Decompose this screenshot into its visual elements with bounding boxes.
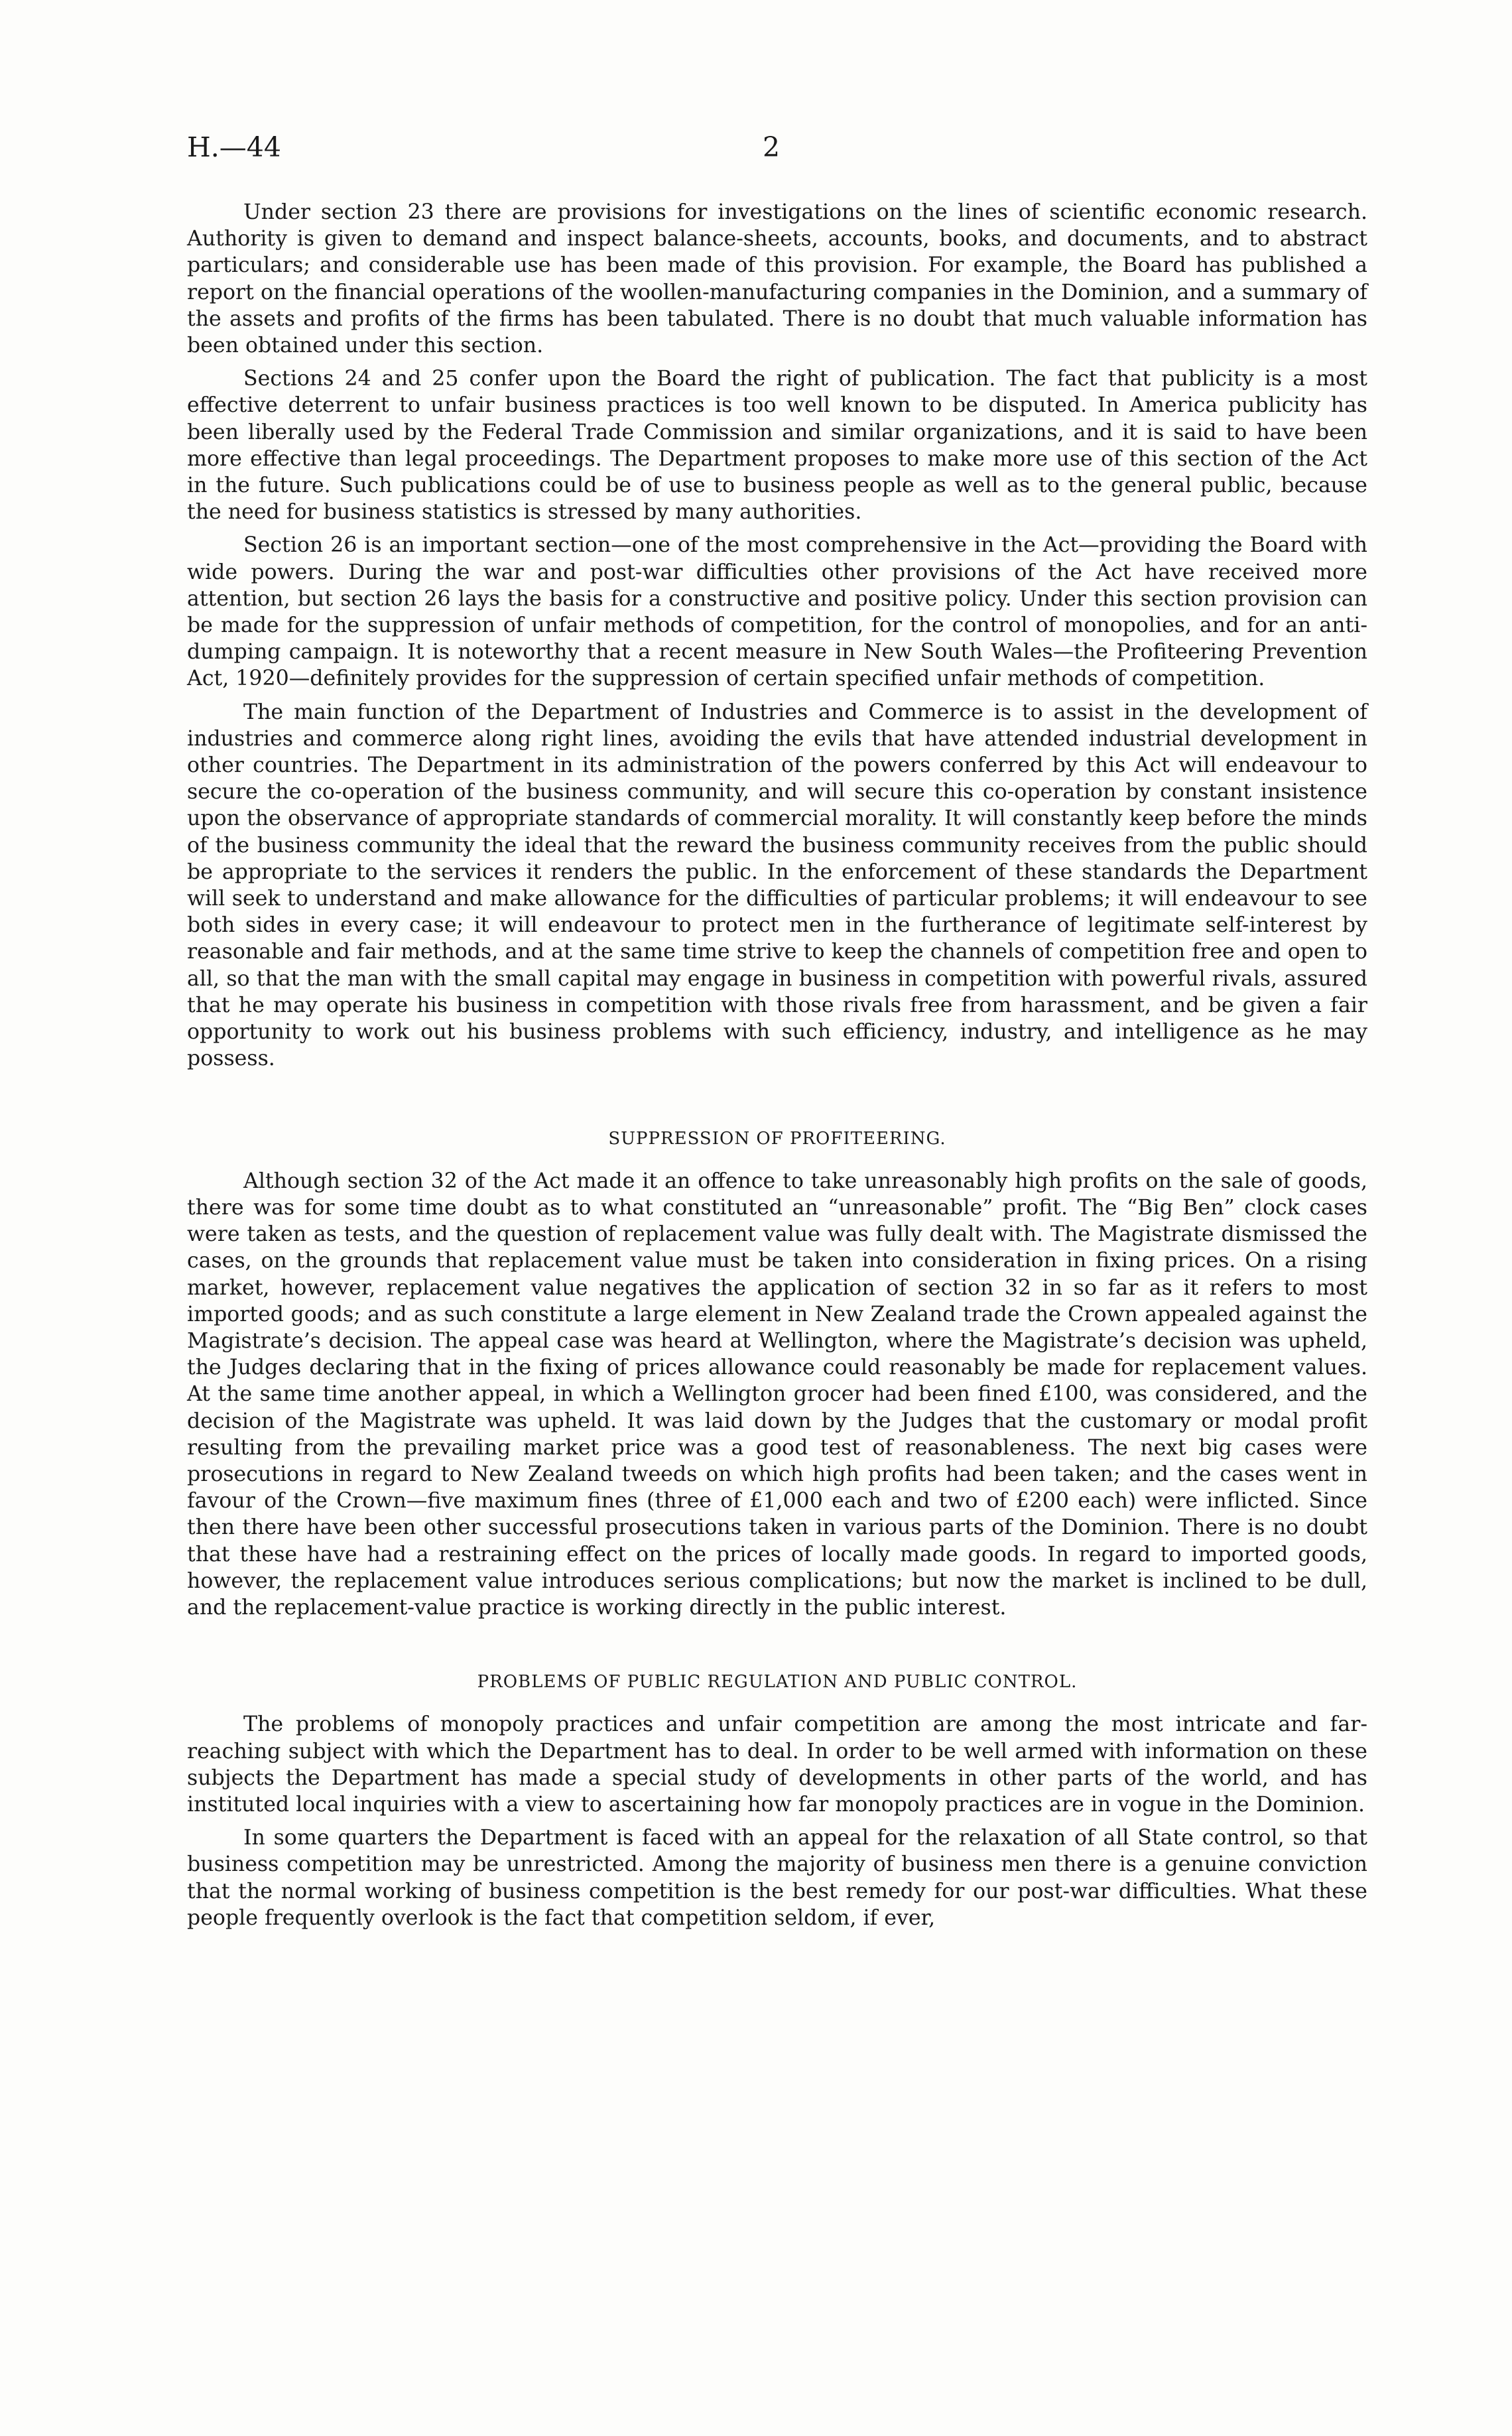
page-number: 2 — [763, 131, 781, 163]
paragraph-sections-24-25: Sections 24 and 25 confer upon the Board the right of publication. The fact that publicity is a most effective deterrent to unfair business practices is too well known to be disputed. In America publicity has been liberally used by the Federal Trade Commission and similar organizations, and it is said to have been more effective than legal proceedings. The Department proposes to make more use of this section of the Act in the future. Such publications could be of use to business people as well as to the general public, because the need for business statistics is stressed by many authorities. — [187, 367, 1367, 525]
paragraph-state-control: In some quarters the Department is faced with an appeal for the relaxation of all State control, so that business competition may be unrestricted. Among the majority of business men there is a genuine conviction that the normal working of business competition is the best remedy for our post-war difficulties. What these people frequently overlook is the fact that competition seldom, if ever, — [187, 1826, 1367, 1930]
heading-public-regulation: PROBLEMS OF PUBLIC REGULATION AND PUBLIC CONTROL. — [477, 1672, 1078, 1693]
paragraph-section-23: Under section 23 there are provisions for investigations on the lines of scientific economic research. Authority is given to demand and inspect balance-sheets, accounts, books, and documents, and to abstract particulars; and considerable use has been made of this provision. For example, the Board has published a report on the financial operations of the woollen-manufacturing companies in the Dominion, and a summary of the assets and profits of the firms has been tabulated. There is no doubt that much valuable information has been obtained under this section. — [187, 200, 1367, 358]
heading-suppression-of-profiteering: SUPPRESSION OF PROFITEERING. — [608, 1128, 946, 1149]
document-number: H.—44 — [187, 131, 281, 163]
paragraph-main-function: The main function of the Department of Industries and Commerce is to assist in the development of industries and commerce along right lines, avoiding the evils that have attended industrial development in other countries. The Department in its administration of the powers conferred by this Act will endeavour to secure the co-operation of the business community, and will secure this co-operation by constant insistence upon the observance of appropriate standards of commercial morality. It will constantly keep before the minds of the business community the ideal that the reward the business community receives from the public should be appropriate to the services it renders the public. In the enforcement of these standards the Department will seek to understand and make allowance for the difficulties of particular problems; it will endeavour to see both sides in every case; it will endeavour to protect men in the furtherance of legitimate self-interest by reasonable and fair methods, and at the same time strive to keep the channels of competition free and open to all, so that the man with the small capital may engage in business in competition with powerful rivals, assured that he may operate his business in competition with those rivals free from harassment, and be given a fair opportunity to work out his business problems with such efficiency, industry, and intelligence as he may possess. — [187, 700, 1367, 1071]
page-header — [187, 131, 1367, 171]
paragraph-profiteering: Although section 32 of the Act made it an offence to take unreasonably high profits on the sale of goods, there was for some time doubt as to what constituted an “unreasonable” profit. The “Big Ben” clock cases were taken as tests, and the question of replacement value was fully dealt with. The Magistrate dismissed the cases, on the grounds that replacement value must be taken into consideration in fixing prices. On a rising market, however, replacement value negatives the application of section 32 in so far as it refers to most imported goods; and as such constitute a large element in New Zealand trade the Crown appealed against the Magistrate’s decision. The appeal case was heard at Wellington, where the Magistrate’s decision was upheld, the Judges declaring that in the fixing of prices allowance could reasonably be made for replacement values. At the same time another appeal, in which a Wellington grocer had been fined £100, was considered, and the decision of the Magistrate was upheld. It was laid down by the Judges that the customary or modal profit resulting from the prevailing market price was a good test of reasonableness. The next big cases were prosecutions in regard to New Zealand tweeds on which high profits had been taken; and the cases went in favour of the Crown—five maximum fines (three of £1,000 each and two of £200 each) were inflicted. Since then there have been other successful prosecutions taken in various parts of the Dominion. There is no doubt that these have had a restraining effect on the prices of locally made goods. In regard to imported goods, however, the replacement value introduces serious complications; but now the market is inclined to be dull, and the replacement-value practice is working directly in the public interest. — [187, 1169, 1367, 1620]
paragraph-monopoly-problems: The problems of monopoly practices and unfair competition are among the most intricate and far-reaching subject with which the Department has to deal. In order to be well armed with information on these subjects the Department has made a special study of developments in other parts of the world, and has instituted local inquiries with a view to ascertaining how far monopoly practices are in vogue in the Dominion. — [187, 1712, 1367, 1817]
paragraph-section-26: Section 26 is an important section—one of the most comprehensive in the Act—providing the Board with wide powers. During the war and post-war difficulties other provisions of the Act have received more attention, but section 26 lays the basis for a constructive and positive policy. Under this section provision can be made for the suppression of unfair methods of competition, for the control of monopolies, and for an anti-dumping campaign. It is noteworthy that a recent measure in New South Wales—the Profiteering Prevention Act, 1920—definitely provides for the suppression of certain specified unfair methods of competition. — [187, 533, 1367, 691]
document-body — [187, 199, 1367, 1938]
